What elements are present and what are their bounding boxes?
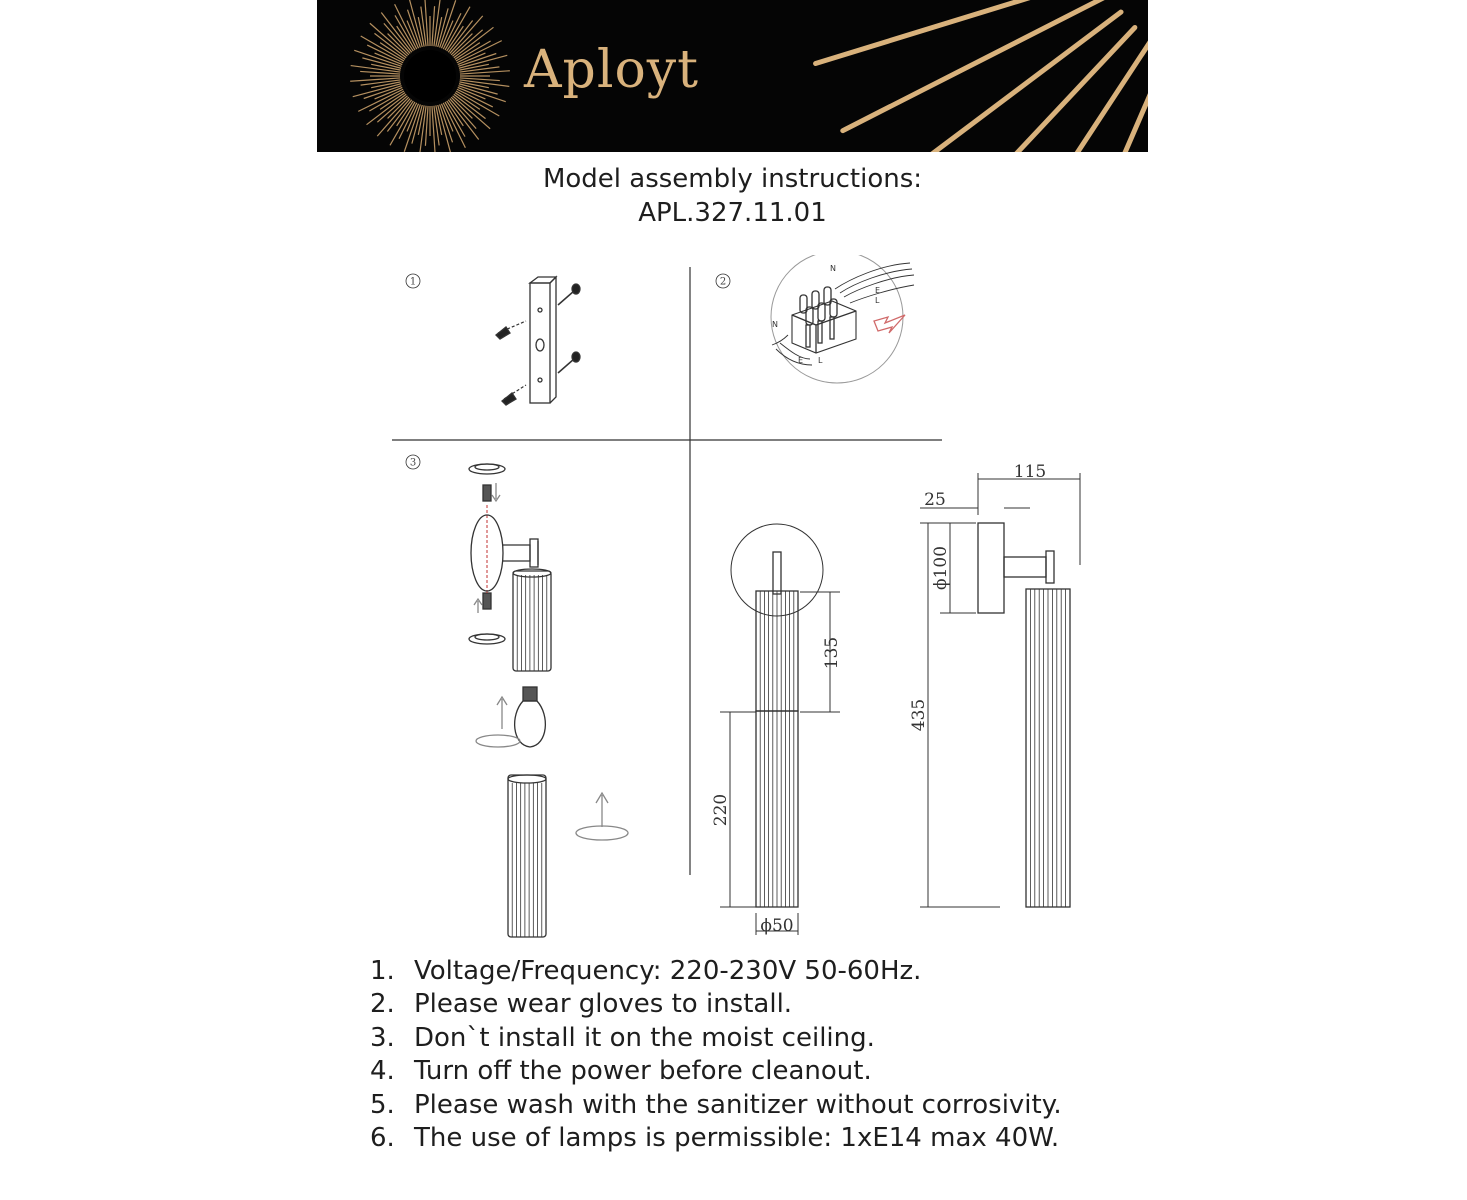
svg-text:2: 2	[719, 276, 727, 288]
brand-name: Aployt	[524, 40, 700, 100]
list-item: 2. Please wear gloves to install.	[370, 989, 793, 1020]
assembly-diagram	[380, 255, 1100, 945]
brand-banner	[317, 0, 1148, 152]
svg-text:N: N	[830, 264, 836, 273]
dimension-435: 435	[909, 698, 929, 732]
screw-icon	[558, 284, 580, 373]
list-item: 3. Don`t install it on the moist ceiling.	[370, 1022, 875, 1053]
svg-text:3: 3	[409, 457, 417, 469]
dimension-d50: ϕ50	[760, 916, 794, 936]
mounting-bracket-icon	[530, 277, 556, 403]
list-item: 4. Turn off the power before cleanout.	[370, 1056, 872, 1087]
svg-text:L: L	[875, 296, 880, 305]
svg-text:E: E	[875, 286, 881, 295]
shade-tube-lower-icon	[508, 775, 546, 937]
front-view-drawing	[731, 524, 823, 907]
svg-text:E: E	[798, 356, 804, 365]
dimension-25: 25	[924, 490, 946, 510]
dimension-d100: ϕ100	[931, 545, 951, 591]
dimension-135: 135	[822, 636, 842, 670]
svg-text:L: L	[818, 356, 823, 365]
svg-text:1: 1	[409, 276, 417, 288]
cover-ring-bottom-icon	[469, 634, 505, 644]
list-item: 5. Please wash with the sanitizer without corrosivity.	[370, 1089, 1062, 1120]
dimension-220: 220	[711, 793, 731, 827]
bulb-icon	[476, 687, 545, 747]
page-title: Model assembly instructions:	[542, 164, 923, 194]
list-item: 1. Voltage/Frequency: 220-230V 50-60Hz.	[370, 956, 922, 986]
rotate-arrow-icon	[576, 793, 628, 840]
step-3-marker	[406, 455, 420, 469]
dimension-lines-side	[920, 473, 1080, 907]
cover-ring-top-icon	[469, 464, 505, 474]
wall-base-icon	[471, 515, 538, 591]
sunburst-logo-icon	[317, 0, 1148, 152]
side-view-drawing	[978, 523, 1070, 907]
step-1-marker	[406, 274, 420, 288]
step-2-marker	[716, 274, 730, 288]
terminal-block-icon	[771, 255, 914, 383]
list-item: 6. The use of lamps is permissible: 1xE14 max 40W.	[370, 1123, 1060, 1154]
installation-notes	[370, 955, 1062, 1155]
svg-text:N: N	[772, 320, 778, 329]
shade-tube-upper-icon	[513, 569, 551, 671]
wall-anchor-icon	[496, 321, 526, 405]
dimension-115: 115	[1013, 462, 1047, 482]
insert-arrow-icon	[874, 315, 905, 333]
model-number: APL.327.11.01	[638, 198, 827, 228]
